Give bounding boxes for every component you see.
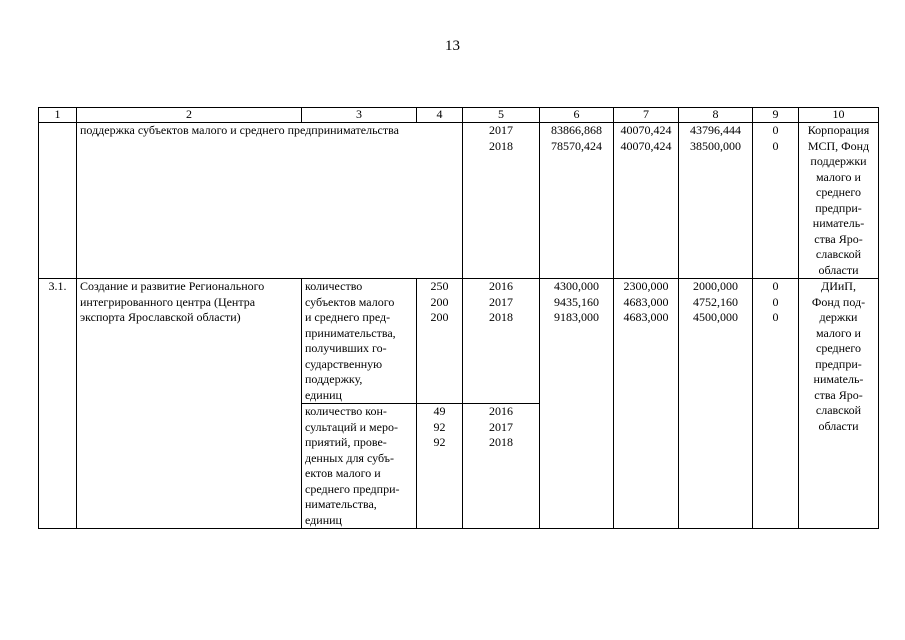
measure-col8-value: 2000,000	[693, 279, 738, 293]
measure-executor-line: нимatель-	[813, 372, 864, 386]
indicator-1-line: единиц	[305, 387, 342, 402]
indicator-1-line: принимательства,	[305, 325, 396, 340]
indicator-1-line: количество	[305, 279, 363, 293]
support-col9-cell	[753, 123, 799, 279]
indicator-2-years-cell	[463, 404, 540, 529]
indicator-2-line: ектов малого и	[305, 466, 381, 480]
support-col7-value: 40070,424	[620, 138, 672, 153]
indicator-2-year: 2018	[489, 435, 513, 449]
measure-name-line: экспорта Ярославской области)	[80, 310, 241, 324]
measure-col9-value: 0	[772, 279, 779, 293]
header-cell-7: 7	[614, 108, 679, 123]
page-number: 13	[445, 38, 460, 54]
measure-col9-value: 0	[772, 310, 779, 324]
measure-name-line: Создание и развитие Регионального	[80, 279, 265, 293]
measure-col9-value: 0	[772, 294, 779, 309]
support-col9-value: 0	[772, 123, 779, 137]
indicator-2-cell	[302, 404, 417, 529]
indicator-1-values-cell	[417, 279, 463, 404]
support-executor-line: поддержки	[810, 154, 867, 168]
header-cell-1: 1	[39, 108, 77, 123]
indicator-1-value: 200	[430, 310, 449, 324]
measure-name-line: интегрированного центра (Центра	[80, 294, 256, 309]
support-col6-value: 83866,868	[551, 123, 602, 137]
table-header-row	[39, 108, 879, 123]
support-title: поддержка субъектов малого и среднего предпринимательства	[80, 123, 399, 137]
support-executor-line: славской	[815, 247, 862, 261]
indicator-1-line: субъектов малого	[305, 294, 395, 309]
indicator-2-year: 2016	[489, 404, 513, 418]
indicator-1-cell	[302, 279, 417, 404]
indicator-2-line: приятий, прове-	[305, 435, 387, 449]
measure-number-cell: 3.1.	[39, 279, 77, 529]
support-col8-value: 38500,000	[690, 138, 741, 153]
indicator-2-line: количество кон-	[305, 404, 387, 418]
support-col8-cell	[679, 123, 753, 279]
header-cell-2: 2	[77, 108, 302, 123]
measure-col7-value: 4683,000	[623, 294, 669, 309]
budget-table	[38, 107, 879, 529]
support-executor-cell	[799, 123, 879, 279]
measure-col8-value: 4752,160	[693, 294, 738, 309]
indicator-2-value: 49	[433, 404, 446, 418]
indicator-1-year: 2018	[489, 310, 513, 324]
support-executor-line: ства Яро-	[814, 231, 863, 246]
header-cell-6: 6	[540, 108, 614, 123]
indicator-2-line: нимательства,	[305, 497, 377, 511]
support-executor-line: области	[818, 262, 859, 277]
support-col7-cell	[614, 123, 679, 279]
support-col9-value: 0	[772, 138, 779, 153]
measure-executor-line: ДИиП,	[821, 279, 856, 293]
support-executor-line: ниматель-	[812, 216, 865, 230]
support-year: 2017	[489, 123, 513, 137]
indicator-2-value: 92	[433, 419, 446, 434]
header-cell-5: 5	[463, 108, 540, 123]
support-executor-line: Корпорация	[807, 123, 870, 137]
header-cell-10: 10	[799, 108, 879, 123]
support-title-cell	[77, 123, 463, 279]
header-cell-8: 8	[679, 108, 753, 123]
indicator-1-year: 2017	[489, 294, 513, 309]
indicator-2-year: 2017	[489, 419, 513, 434]
measure-col7-value: 2300,000	[623, 279, 669, 293]
measure-col6-cell	[540, 279, 614, 529]
measure-col7-value: 4683,000	[623, 310, 669, 324]
support-year: 2018	[489, 138, 513, 153]
indicator-2-line: единиц	[305, 512, 342, 527]
indicator-1-line: и среднего пред-	[305, 310, 391, 324]
support-col6-value: 78570,424	[551, 138, 602, 153]
indicator-1-year: 2016	[489, 279, 513, 293]
header-cell-3: 3	[302, 108, 417, 123]
measure-3-1-row	[39, 279, 879, 404]
support-col7-value: 40070,424	[620, 123, 672, 137]
measure-col6-value: 4300,000	[554, 279, 599, 293]
header-cell-9: 9	[753, 108, 799, 123]
indicator-2-values-cell	[417, 404, 463, 529]
indicator-1-years-cell	[463, 279, 540, 404]
measure-executor-cell	[799, 279, 879, 529]
support-col6-cell	[540, 123, 614, 279]
measure-executor-line: ства Яро-	[814, 387, 863, 402]
measure-executor-line: малого и	[816, 325, 861, 340]
indicator-2-line: денных для субъ-	[305, 450, 394, 465]
support-num-cell	[39, 123, 77, 279]
support-executor-line: предпри-	[815, 200, 862, 215]
measure-executor-line: среднего	[816, 341, 861, 355]
indicator-2-value: 92	[433, 435, 446, 449]
measure-executor-line: предпри-	[815, 356, 862, 371]
indicator-1-line: поддержку,	[305, 372, 363, 386]
measure-col8-cell	[679, 279, 753, 529]
measure-executor-line: Фонд под-	[811, 294, 866, 309]
measure-col8-value: 4500,000	[693, 310, 738, 324]
indicator-2-line: среднего предпри-	[305, 481, 400, 496]
indicator-2-line: сультаций и меро-	[305, 419, 398, 434]
measure-col7-cell	[614, 279, 679, 529]
indicator-1-line: получивших го-	[305, 341, 387, 355]
measure-col9-cell	[753, 279, 799, 529]
measure-executor-line: области	[818, 418, 859, 433]
support-executor-line: среднего	[816, 185, 861, 199]
support-executor-line: МСП, Фонд	[807, 138, 870, 153]
indicator-1-value: 200	[430, 294, 449, 309]
support-row	[39, 123, 879, 279]
support-col8-value: 43796,444	[690, 123, 741, 137]
measure-col6-value: 9435,160	[554, 294, 599, 309]
support-executor-line: малого и	[816, 169, 861, 184]
indicator-1-line: сударственную	[305, 356, 383, 371]
header-cell-4: 4	[417, 108, 463, 123]
measure-col6-value: 9183,000	[554, 310, 599, 324]
indicator-1-value: 250	[430, 279, 449, 293]
measure-executor-line: держки	[819, 310, 858, 324]
measure-executor-line: славской	[815, 403, 862, 417]
support-years-cell	[463, 123, 540, 279]
measure-name-cell	[77, 279, 302, 529]
